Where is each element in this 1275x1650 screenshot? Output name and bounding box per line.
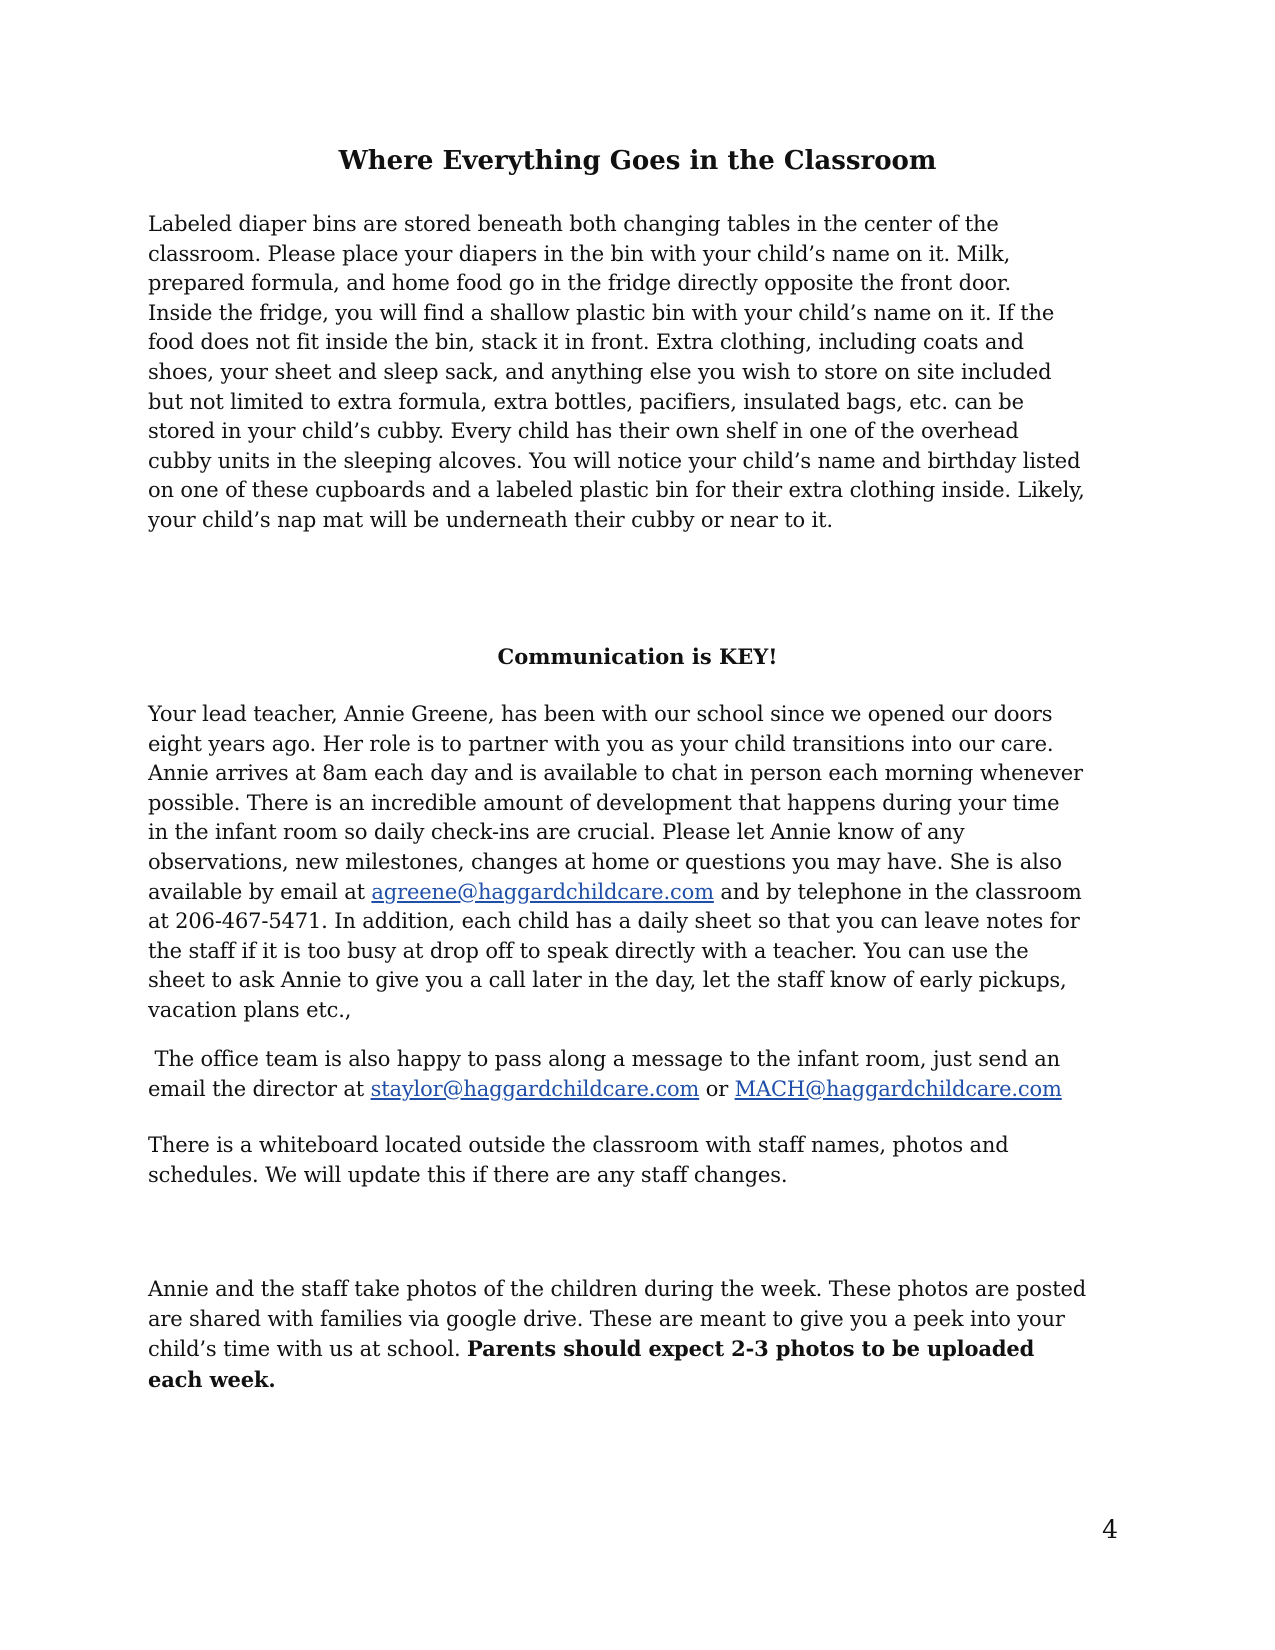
classroom-storage-paragraph: [148, 210, 1138, 536]
photos-expectation-bold-end: each week.: [148, 1366, 276, 1392]
paragraph-line: your child’s nap mat will be underneath their cubby or near to it.: [148, 507, 833, 532]
director-email-prefix: email the director at: [148, 1076, 371, 1101]
paragraph-line: [148, 878, 1138, 908]
paragraph-line: on one of these cupboards and a labeled plastic bin for their extra clothing inside. Likely,: [148, 478, 1085, 503]
teacher-email-link[interactable]: agreene@haggardchildcare.com: [371, 879, 714, 904]
paragraph-line: are shared with families via google drive. These are meant to give you a peek into your: [148, 1306, 1065, 1331]
paragraph-line: observations, new milestones, changes at home or questions you may have. She is also: [148, 849, 1062, 874]
paragraph-line: Your lead teacher, Annie Greene, has been with our school since we opened our doors: [148, 702, 1053, 726]
photos-text: child’s time with us at school.: [148, 1337, 468, 1362]
paragraph-line: schedules. We will update this if there are any staff changes.: [148, 1162, 788, 1187]
paragraph-line: [148, 1075, 1138, 1105]
photos-paragraph: [148, 1275, 1138, 1395]
whiteboard-paragraph: [148, 1131, 1138, 1190]
email-prefix-text: available by email at: [148, 879, 372, 904]
paragraph-line: The office team is also happy to pass along a message to the infant room, just send an: [148, 1047, 1061, 1071]
paragraph-line: Annie and the staff take photos of the children during the week. These photos are posted: [148, 1277, 1087, 1301]
paragraph-line: There is a whiteboard located outside the classroom with staff names, photos and: [148, 1133, 1009, 1157]
paragraph-line: in the infant room so daily check-ins are crucial. Please let Annie know of any: [148, 820, 965, 845]
email-joiner-text: or: [699, 1076, 735, 1101]
paragraph-line: classroom. Please place your diapers in the bin with your child’s name on it. Milk,: [148, 241, 1011, 266]
paragraph-line: sheet to ask Annie to give you a call later in the day, let the staff know of early pickups,: [148, 968, 1067, 993]
paragraph-line: [148, 1334, 1138, 1365]
paragraph-line: Inside the fridge, you will find a shallow plastic bin with your child’s name on it. If the: [148, 300, 1055, 325]
paragraph-line: stored in your child’s cubby. Every child has their own shelf in one of the overhead: [148, 419, 1019, 444]
paragraph-line: Labeled diaper bins are stored beneath both changing tables in the center of the: [148, 212, 999, 236]
page-number: 4: [1102, 1515, 1118, 1544]
paragraph-line: at 206-467-5471. In addition, each child has a daily sheet so that you can leave notes for: [148, 909, 1080, 934]
paragraph-line: food does not fit inside the bin, stack it in front. Extra clothing, including coats and: [148, 330, 1024, 355]
paragraph-line: Annie arrives at 8am each day and is available to chat in person each morning whenever: [148, 761, 1083, 786]
paragraph-line: [148, 1365, 1138, 1396]
paragraph-line: cubby units in the sleeping alcoves. You will notice your child’s name and birthday listed: [148, 448, 1081, 473]
email-suffix-text: and by telephone in the classroom: [713, 879, 1082, 904]
lead-teacher-paragraph: [148, 700, 1138, 1026]
paragraph-line: possible. There is an incredible amount of development that happens during your time: [148, 790, 1060, 815]
page-title: Where Everything Goes in the Classroom: [338, 146, 937, 176]
paragraph-line: vacation plans etc.,: [148, 997, 352, 1022]
director-email-link[interactable]: staylor@haggardchildcare.com: [370, 1076, 700, 1101]
paragraph-line: shoes, your sheet and sleep sack, and anything else you wish to store on site included: [148, 359, 1052, 384]
paragraph-line: the staff if it is too busy at drop off to speak directly with a teacher. You can use the: [148, 938, 1029, 963]
office-team-paragraph: [148, 1045, 1138, 1104]
paragraph-line: prepared formula, and home food go in the fridge directly opposite the front door.: [148, 271, 1012, 296]
paragraph-line: but not limited to extra formula, extra bottles, pacifiers, insulated bags, etc. can be: [148, 389, 1024, 414]
paragraph-line: eight years ago. Her role is to partner with you as your child transitions into our care.: [148, 731, 1054, 756]
section-heading: Communication is KEY!: [497, 644, 778, 669]
photos-expectation-bold: Parents should expect 2-3 photos to be uploaded: [467, 1336, 1035, 1362]
office-email-link[interactable]: MACH@haggardchildcare.com: [734, 1076, 1062, 1101]
